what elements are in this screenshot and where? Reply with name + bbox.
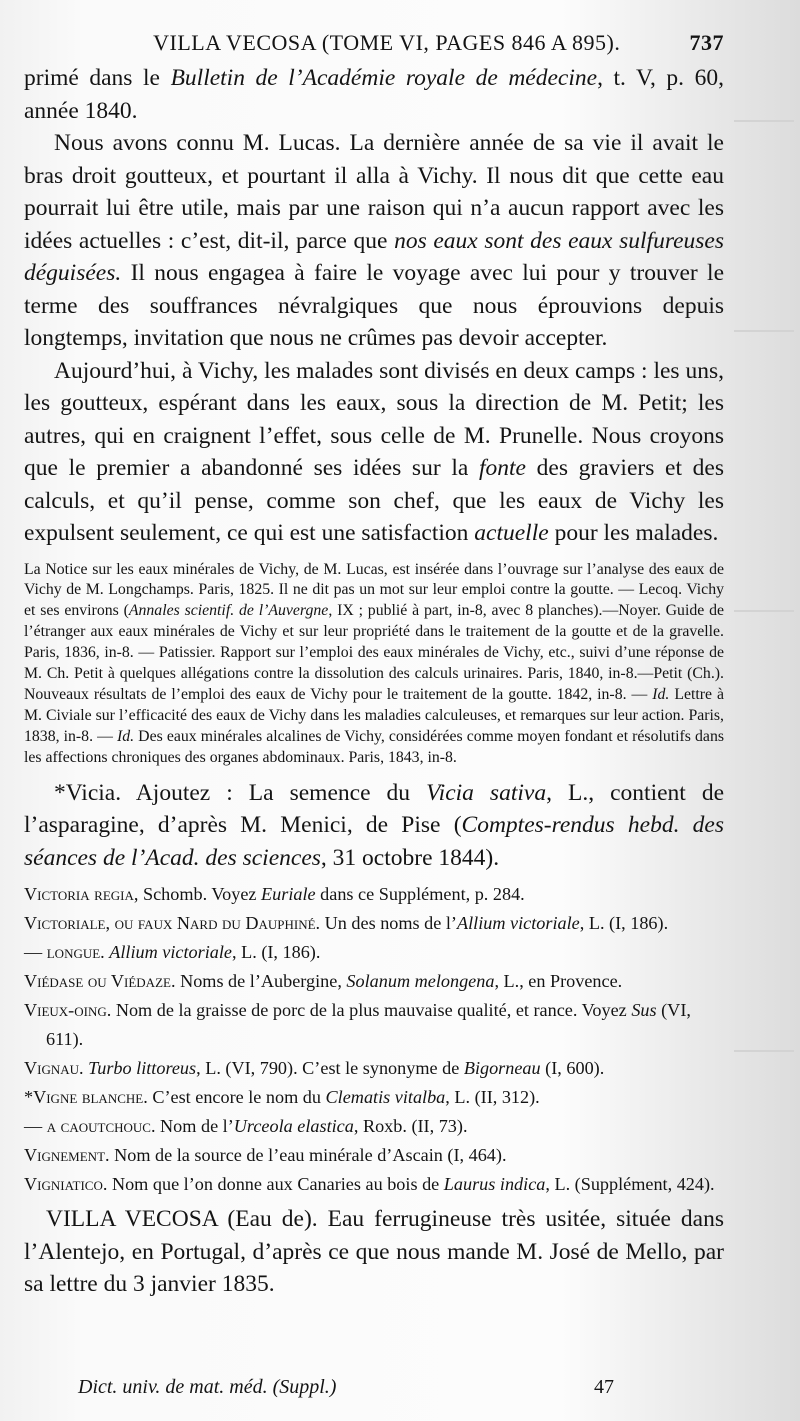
- text-run: , L., en Provence.: [494, 971, 623, 992]
- paragraph-2: [24, 127, 724, 355]
- text-run: . Nom que l’on donne aux Canaries au bois de: [102, 1174, 444, 1195]
- italic-run: Allium victoriale: [456, 913, 580, 934]
- text-run: (I, 600).: [540, 1058, 605, 1079]
- entry-head: Victoriale, ou faux Nard du Dauphiné: [24, 913, 316, 934]
- text-run: (VI, 611).: [46, 1000, 691, 1050]
- text-run: , Roxb. (II, 73).: [353, 1116, 468, 1137]
- entry-head: *Vigne blanche: [24, 1087, 144, 1108]
- text-run: Aujourd’hui, à Vichy, les malades sont divisés en deux camps : les uns, les goutteux, espérant dans les eaux, sous la direction de M. Petit; les autres, qui en craignent l’effet, sous celle de M. Prunelle. Nous croyons que le premier a abandonné ses idées sur la: [24, 357, 724, 481]
- italic-run: nos eaux sont des eaux sulfureuses déguisées.: [24, 227, 725, 286]
- text-run: , L. (II, 312).: [445, 1087, 540, 1108]
- text-run: Nous avons connu M. Lucas. La dernière année de sa vie il avait le bras droit goutteux, et pourtant il alla à Vichy. Il nous dit que cette eau pourrait lui être utile, mais par une raison qui n’a aucun rapport avec les idées actuelles : c’est, dit-il, parce que: [24, 130, 724, 254]
- text-run: des graviers et des calculs, et qu’il pense, comme son chef, que les eaux de Vichy les expulsent seulement, ce qui est une satisfaction: [24, 455, 724, 546]
- italic-run: fonte: [478, 455, 526, 481]
- text-run: .: [79, 1058, 89, 1079]
- entry-victoria-regia: [24, 880, 724, 909]
- italic-run: Turbo littoreus: [88, 1058, 197, 1079]
- text-run: La Notice sur les eaux minérales de Vichy, de M. Lucas, est insérée dans l’ouvrage sur l’analyse des eaux de Vichy de M. Longchamps. Paris, 1825. Il ne dit pas un mot sur leur emploi contre la goutte. — Lecoq. Vichy et ses environs (: [24, 560, 724, 620]
- text-run: dans ce Supplément, p. 284.: [315, 884, 525, 905]
- dictionary-entries: [24, 880, 724, 1199]
- entry-vignement: [24, 1141, 724, 1170]
- bleed-through-mark: [734, 330, 794, 332]
- text-run: . Noms de l’Aubergine,: [170, 971, 347, 992]
- entry-victoriale: [24, 909, 724, 938]
- entry-victoriale-longue: [24, 938, 724, 967]
- text-run: .: [100, 942, 110, 963]
- entry-head: Vieux-oing: [24, 1000, 107, 1021]
- footer-signature: Dict. univ. de mat. méd. (Suppl.): [78, 1376, 337, 1398]
- paragraph-1: [24, 62, 724, 127]
- italic-run: Clematis vitalba: [325, 1087, 446, 1108]
- italic-run: Laurus indica: [443, 1174, 546, 1195]
- text-run: , L. (Supplément, 424).: [545, 1174, 715, 1195]
- footer-sheet-number: 47: [594, 1376, 614, 1398]
- page-number: 737: [689, 30, 724, 55]
- villa-vecosa-entry: VILLA VECOSA (Eau de). Eau ferrugineuse très usitée, située dans l’Alentejo, en Portugal, d’après ce que nous mande M. José de Mello, par sa lettre du 3 janvier 1835.: [24, 1206, 724, 1298]
- italic-run: Sus: [631, 1000, 657, 1021]
- text-run: Il nous engagea à faire le voyage avec lui pour y trouver le terme des souffrances névralgiques que nous éprouvions depuis longtemps, invitation que nous ne crûmes pas devoir accepter.: [24, 260, 724, 351]
- text-run: Lettre à M. Civiale sur l’efficacité des eaux de Vichy dans les maladies calculeuses, et remarques sur leur action. Paris, 1838, in-8. —: [24, 685, 724, 745]
- entry-head: Vignement: [24, 1145, 106, 1166]
- entry-viedase: [24, 967, 724, 996]
- entry-head: Vigniatico: [24, 1174, 103, 1195]
- text-run: pour les malades.: [548, 520, 719, 546]
- entry-head: — longue: [24, 942, 101, 963]
- italic-run: Euriale: [261, 884, 316, 905]
- entry-vieux-oing: [24, 996, 724, 1054]
- text-run: , 31 octobre 1844).: [320, 844, 500, 871]
- entry-head: — a caoutchouc: [24, 1116, 151, 1137]
- text-run: , L. (VI, 790). C’est le synonyme de: [196, 1058, 464, 1079]
- text-run: , L. (I, 186).: [232, 942, 321, 963]
- text-run: . C’est encore le nom du: [143, 1087, 326, 1108]
- entry-vigniatico: [24, 1170, 724, 1199]
- entry-vignau: [24, 1054, 724, 1083]
- bleed-through-mark: [734, 1050, 794, 1052]
- italic-run: Solanum melongena: [346, 971, 495, 992]
- text-run: , IX ; publié à part, in-8, avec 8 planches).—Noyer. Guide de l’étranger aux eaux minérales de Vichy et sur leur propriété dans le traitement de la goutte et de la gravelle. Paris, 1836, in-8. — Patissier. Rapport sur l’emploi des eaux minérales de Vichy, etc., suivi d’une réponse de M. Ch. Petit à quelques allégations contre la dissolution des calculs urinaires. Paris, 1840, in-8.—Petit (Ch.). Nouveaux résultats de l’emploi des eaux de Vichy pour le traitement de la goutte. 1842, in-8. —: [24, 602, 724, 703]
- bibliographic-note: [24, 560, 724, 769]
- text-run: , L. (I, 186).: [579, 913, 669, 934]
- text-run: Des eaux minérales alcalines de Vichy, considérées comme moyen fondant et résolutifs dans les affections chroniques des organes abdominaux. Paris, 1843, in-8.: [24, 727, 724, 766]
- italic-run: Bigorneau: [463, 1058, 541, 1079]
- text-run: *Vicia. Ajoutez : La semence du: [54, 779, 427, 806]
- italic-run: Urceola elastica: [233, 1116, 354, 1137]
- italic-run: Bulletin de l’Académie royale de médecine: [170, 65, 598, 91]
- text-run: , Schomb. Voyez: [133, 884, 262, 905]
- italic-run: Id.: [116, 727, 135, 745]
- italic-run: actuelle: [474, 520, 549, 546]
- text-run: primé dans le: [24, 65, 171, 91]
- entry-vigne-blanche: [24, 1083, 724, 1112]
- entry-head: Vignau: [24, 1058, 80, 1079]
- italic-run: Vicia sativa: [426, 779, 547, 806]
- entry-vigne-caoutchouc: [24, 1112, 724, 1141]
- text-run: . Nom de la graisse de porc de la plus mauvaise qualité, et rance. Voyez: [106, 1000, 632, 1021]
- italic-run: Annales scientif. de l’Auvergne: [128, 602, 329, 620]
- italic-run: Comptes-rendus hebd. des séances de l’Acad. des sciences: [24, 812, 724, 871]
- bleed-through-mark: [734, 120, 794, 122]
- entry-head: Victoria regia: [24, 884, 134, 905]
- text-run: . Nom de la source de l’eau minérale d’Ascain (I, 464).: [105, 1145, 507, 1166]
- text-run: . Un des noms de l’: [315, 913, 457, 934]
- running-header: [24, 30, 724, 56]
- italic-run: Allium victoriale: [109, 942, 233, 963]
- text-run: . Nom de l’: [150, 1116, 234, 1137]
- page-footer: [78, 1376, 614, 1399]
- header-title: VILLA VECOSA (TOME VI, PAGES 846 A 895).: [153, 30, 621, 55]
- vicia-entry: [24, 777, 724, 875]
- main-text: [24, 62, 724, 550]
- text-run: , t. V, p. 60, année 1840.: [24, 65, 725, 124]
- text-run: , L., contient de l’asparagine, d’après M. Menici, de Pise (: [24, 779, 725, 839]
- bleed-through-mark: [734, 610, 794, 612]
- italic-run: Id.: [652, 685, 670, 703]
- entry-head: Viédase ou Viédaze: [24, 971, 171, 992]
- paragraph-3: [24, 355, 724, 550]
